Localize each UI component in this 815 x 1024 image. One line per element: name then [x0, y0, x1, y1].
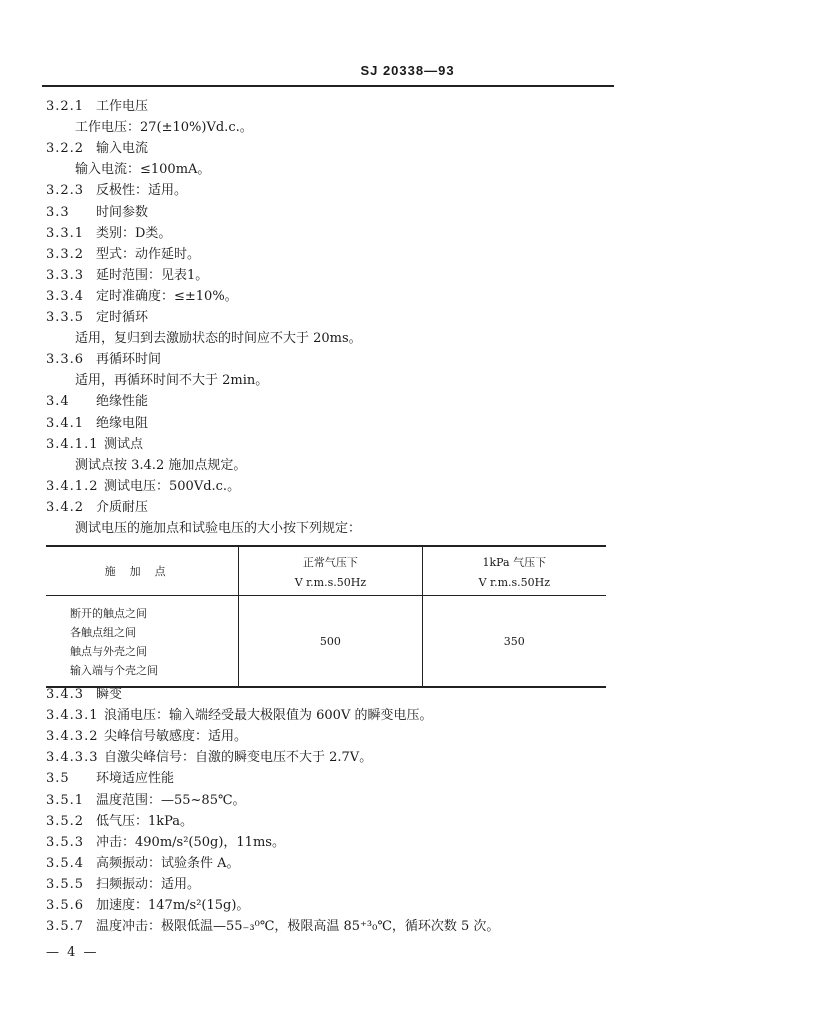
clause-line: [75, 458, 246, 474]
clause-number: 3.4.3.1: [46, 708, 99, 724]
clause-line: [46, 835, 285, 851]
header-application-points: 施加点: [104, 565, 180, 578]
clause-number: 3.5.6: [46, 898, 85, 913]
clause-number: 3.2.2: [46, 141, 85, 157]
clause-line: [46, 687, 122, 703]
clause-line: [46, 708, 432, 724]
clause-line: [46, 898, 249, 914]
clause-line: [46, 289, 238, 305]
clause-line: [75, 521, 361, 537]
clause-line: [46, 416, 148, 432]
clause-text: 工作电压: [96, 99, 149, 114]
clause-number: 3.2.3: [46, 183, 85, 199]
clause-text: 类别：D类。: [96, 225, 172, 241]
clause-text: 低气压：1kPa。: [96, 813, 194, 829]
clause-number: 3.5.7: [46, 919, 85, 935]
clause-line: [46, 141, 148, 157]
clause-text: 适用，复归到去激励状态的时间应不大于 20ms。: [75, 331, 362, 347]
header-1kpa-pressure: 1kPa 气压下 V r.m.s.50Hz: [422, 546, 606, 596]
clause-text: 冲击：490m/s²(50g)，11ms。: [96, 834, 285, 850]
clause-text: 温度范围：—55~85℃。: [96, 792, 246, 808]
document-code-header: SJ 20338—93: [360, 63, 455, 78]
table-row: [46, 596, 606, 688]
clause-line: [46, 437, 143, 453]
point-item: 输入端与个壳之间: [70, 664, 158, 677]
clause-text: 工作电压：27(±10%)Vd.c.。: [75, 120, 253, 136]
clause-text: 输入电流：≤100mA。: [75, 162, 211, 178]
clause-text: 扫频振动：适用。: [96, 876, 201, 892]
clause-text: 时间参数: [96, 204, 149, 220]
clause-line: [46, 479, 240, 495]
clause-text: 加速度：147m/s²(15g)。: [96, 898, 250, 913]
clause-text: 温度冲击：极限低温—55₋₃⁰℃，极限高温 85⁺³₀℃，循环次数 5 次。: [96, 919, 500, 935]
clause-line: [46, 183, 187, 199]
clause-line: [75, 331, 362, 347]
clause-text: 浪涌电压：输入端经受最大极限值为 600V 的瞬变电压。: [104, 708, 433, 724]
clause-text: 绝缘性能: [96, 394, 149, 410]
clause-number: 3.4.1.1: [46, 436, 99, 452]
clause-number: 3.5.5: [46, 876, 85, 892]
clause-text: 测试电压的施加点和试验电压的大小按下列规定：: [75, 521, 362, 536]
clause-line: [46, 729, 247, 745]
table-header-row: [46, 546, 606, 596]
clause-text: 绝缘电阻: [96, 415, 149, 431]
point-item: 断开的触点之间: [70, 607, 147, 620]
normal-pressure-value: 500: [239, 596, 422, 688]
clause-number: 3.3.4: [46, 288, 85, 304]
low-pressure-value: 350: [422, 596, 606, 688]
clause-text: 型式：动作延时。: [96, 246, 201, 262]
clause-text: 测试电压：500Vd.c.。: [104, 478, 241, 494]
clause-number: 3.2.1: [46, 99, 85, 114]
clause-line: [75, 162, 210, 178]
clause-number: 3.4: [46, 394, 70, 410]
dielectric-test-table: [46, 545, 606, 688]
clause-text: 定时循环: [96, 310, 149, 325]
clause-line: [46, 268, 208, 284]
header-normal-pressure: 正常气压下 V r.m.s.50Hz: [239, 546, 422, 596]
clause-line: [75, 120, 253, 136]
clause-text: 环境适应性能: [96, 771, 175, 787]
clause-line: [46, 310, 148, 326]
clause-text: 瞬变: [96, 687, 123, 702]
clause-line: [46, 226, 171, 242]
clause-number: 3.3.3: [46, 267, 85, 283]
clause-number: 3.3.2: [46, 246, 85, 262]
clause-text: 定时准确度：≤±10%。: [96, 288, 238, 304]
application-points-cell: [46, 596, 239, 688]
clause-line: [46, 352, 161, 368]
clause-number: 3.5.4: [46, 855, 85, 871]
clause-number: 3.4.1: [46, 415, 85, 431]
clause-line: [46, 877, 200, 893]
clause-text: 尖峰信号敏感度：适用。: [104, 729, 248, 745]
clause-line: [46, 500, 148, 516]
clause-line: [75, 373, 268, 389]
clause-line: [46, 99, 148, 115]
clause-text: 测试点按 3.4.2 施加点规定。: [75, 457, 247, 473]
clause-text: 反极性：适用。: [96, 183, 188, 199]
clause-number: 3.5.2: [46, 813, 85, 829]
clause-text: 再循环时间: [96, 352, 162, 368]
clause-line: [46, 856, 240, 872]
clause-number: 3.4.1.2: [46, 478, 99, 494]
clause-number: 3.3.5: [46, 310, 85, 325]
clause-line: [46, 793, 246, 809]
clause-number: 3.4.2: [46, 499, 85, 515]
clause-text: 延时范围：见表1。: [96, 267, 209, 283]
clause-text: 高频振动：试验条件 A。: [96, 855, 240, 871]
clause-line: [46, 394, 148, 410]
clause-line: [46, 247, 200, 263]
header-rule: [42, 85, 614, 87]
clause-line: [46, 750, 372, 766]
clause-number: 3.4.3.2: [46, 729, 99, 745]
clause-line: [46, 919, 499, 935]
clause-line: [46, 814, 193, 830]
clause-text: 介质耐压: [96, 499, 149, 515]
clause-number: 3.3.6: [46, 352, 85, 368]
clause-number: 3.5: [46, 771, 70, 787]
page-number: — 4 —: [46, 945, 99, 960]
clause-number: 3.4.3: [46, 687, 85, 702]
clause-text: 自激尖峰信号：自激的瞬变电压不大于 2.7V。: [104, 750, 373, 766]
clause-number: 3.5.3: [46, 834, 85, 850]
clause-text: 适用，再循环时间不大于 2min。: [75, 373, 269, 389]
clause-line: [46, 205, 148, 221]
clause-text: 测试点: [104, 436, 144, 452]
clause-number: 3.5.1: [46, 792, 85, 808]
clause-number: 3.3.1: [46, 225, 85, 241]
clause-line: [46, 771, 174, 787]
clause-number: 3.4.3.3: [46, 750, 99, 766]
clause-text: 输入电流: [96, 141, 149, 157]
clause-number: 3.3: [46, 204, 70, 220]
point-item: 各触点组之间: [70, 626, 136, 639]
point-item: 触点与外壳之间: [70, 645, 147, 658]
